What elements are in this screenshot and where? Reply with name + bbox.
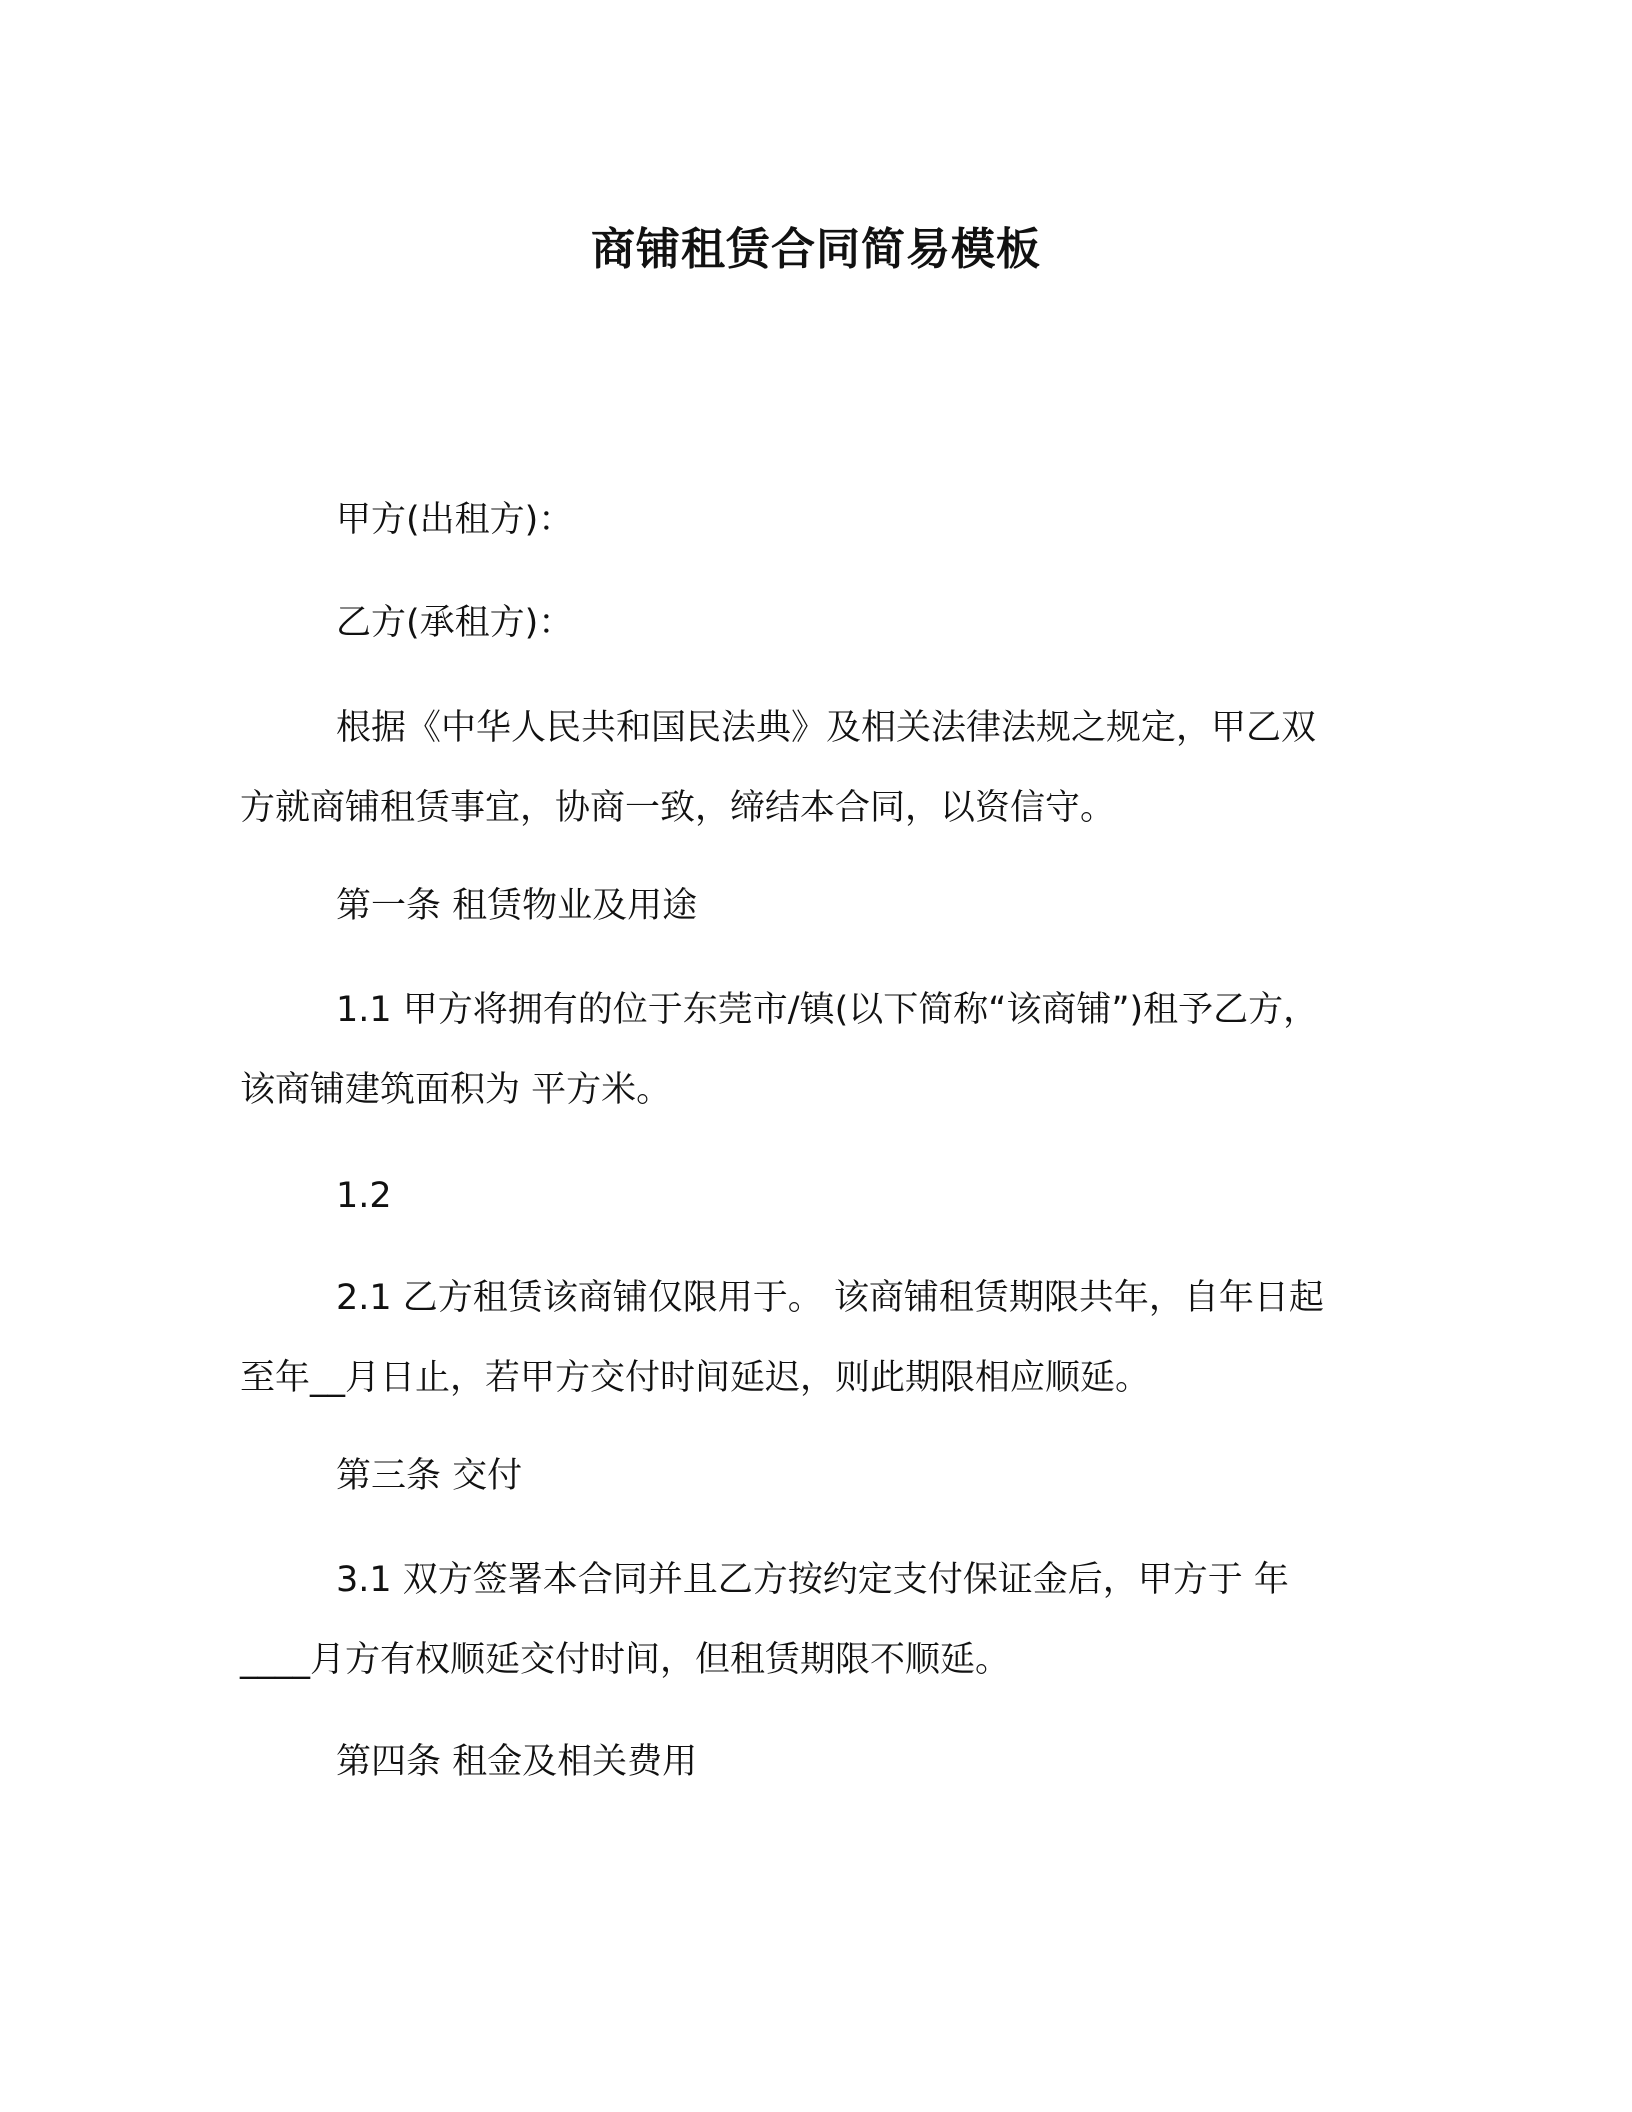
paragraph-line: 甲方(出租方)： xyxy=(336,500,574,540)
paragraph-line: 1.2 xyxy=(336,1176,392,1216)
paragraph-line: 方就商铺租赁事宜，协商一致，缔结本合同，以资信守。 xyxy=(240,788,1116,828)
paragraph-line: ____月方有权顺延交付时间，但租赁期限不顺延。 xyxy=(240,1640,1011,1680)
preamble-paragraph xyxy=(240,688,1390,848)
article-four-heading xyxy=(240,1722,1390,1802)
paragraph-line: 根据《中华人民共和国民法典》及相关法律法规之规定，甲乙双 xyxy=(336,708,1317,748)
paragraph-line: 2.1 乙方租赁该商铺仅限用于。 该商铺租赁期限共年，自年日起 xyxy=(336,1278,1324,1318)
clause-3-1 xyxy=(240,1540,1390,1700)
paragraph-line: 至年__月日止，若甲方交付时间延迟，则此期限相应顺延。 xyxy=(240,1358,1151,1398)
paragraph-line: 该商铺建筑面积为 平方米。 xyxy=(240,1070,672,1110)
paragraph-line: 第一条 租赁物业及用途 xyxy=(336,886,698,926)
clause-1-2 xyxy=(240,1156,1390,1236)
paragraph-line: 1.1 甲方将拥有的位于东莞市/镇(以下简称“该商铺”)租予乙方， xyxy=(336,990,1319,1030)
clause-2-1 xyxy=(240,1258,1390,1418)
document-title: 商铺租赁合同简易模板 xyxy=(591,224,1041,275)
paragraph-line: 第四条 租金及相关费用 xyxy=(336,1742,698,1782)
party-a-line xyxy=(240,480,1390,560)
paragraph-line: 3.1 双方签署本合同并且乙方按约定支付保证金后，甲方于 年 xyxy=(336,1560,1289,1600)
article-three-heading xyxy=(240,1436,1390,1516)
paragraph-line: 第三条 交付 xyxy=(336,1456,523,1496)
clause-1-1 xyxy=(240,970,1390,1130)
paragraph-line: 乙方(承租方)： xyxy=(336,603,574,643)
party-b-line xyxy=(240,583,1390,663)
article-one-heading xyxy=(240,866,1390,946)
